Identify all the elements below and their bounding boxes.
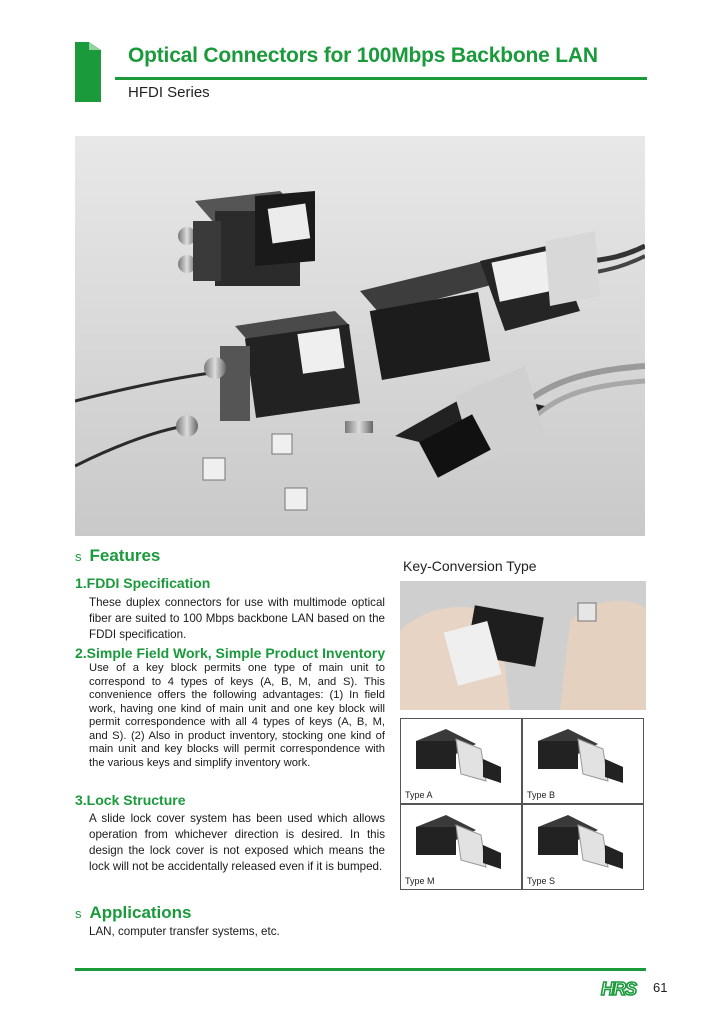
key-conversion-photo bbox=[400, 581, 646, 710]
key-type-m-image bbox=[400, 804, 522, 890]
type-m-label: Type M bbox=[405, 876, 435, 886]
type-s-label: Type S bbox=[527, 876, 556, 886]
applications-text: LAN, computer transfer systems, etc. bbox=[89, 925, 280, 938]
page-number: 61 bbox=[653, 980, 668, 995]
product-photo bbox=[75, 136, 645, 536]
feature-heading-fddi: 1.FDDI Specification bbox=[75, 575, 211, 591]
features-heading bbox=[75, 546, 160, 566]
svg-text:HRS: HRS bbox=[601, 979, 637, 998]
series-label: HFDI Series bbox=[128, 84, 210, 101]
features-bullet: s bbox=[75, 549, 82, 564]
feature-heading-field-work: 2.Simple Field Work, Simple Product Inventory bbox=[75, 645, 386, 661]
applications-bullet: s bbox=[75, 906, 82, 921]
type-a-label: Type A bbox=[405, 790, 433, 800]
section-tab-mark bbox=[75, 42, 101, 102]
footer-rule bbox=[75, 968, 646, 971]
key-type-a-image bbox=[400, 718, 522, 804]
title-rule bbox=[115, 77, 647, 80]
applications-heading bbox=[75, 903, 192, 923]
page-title: Optical Connectors for 100Mbps Backbone LAN bbox=[128, 44, 598, 67]
key-type-b-image bbox=[522, 718, 644, 804]
feature-text-fddi: These duplex connectors for use with multimode optical fiber are suited to 100 Mbps backbone LAN based on the FDDI specification. bbox=[89, 596, 385, 641]
feature-text-lock: A slide lock cover system has been used which allows operation from whichever direction is desired. In this design the lock cover is not exposed which means the lock will not be accidentally released even if it is bumped. bbox=[89, 812, 385, 873]
hrs-logo bbox=[600, 978, 646, 998]
key-type-s-image bbox=[522, 804, 644, 890]
feature-heading-lock: 3.Lock Structure bbox=[75, 792, 186, 808]
applications-title: Applications bbox=[89, 903, 192, 922]
type-b-label: Type B bbox=[527, 790, 556, 800]
key-conversion-title: Key-Conversion Type bbox=[403, 558, 537, 574]
features-title: Features bbox=[89, 546, 161, 565]
feature-text-field-work: Use of a key block permits one type of main unit to correspond to 4 types of keys (A, B, M, and S). This convenience offers the following advantages: (1) In field work, having one kind of main unit and one key block will permit correspondence with all 4 types of keys (A, B, M, and S). (2) Also in product inventory, stocking one kind of main unit and key blocks will permit correspondence with the various keys and simplify inventory work. bbox=[89, 662, 385, 769]
